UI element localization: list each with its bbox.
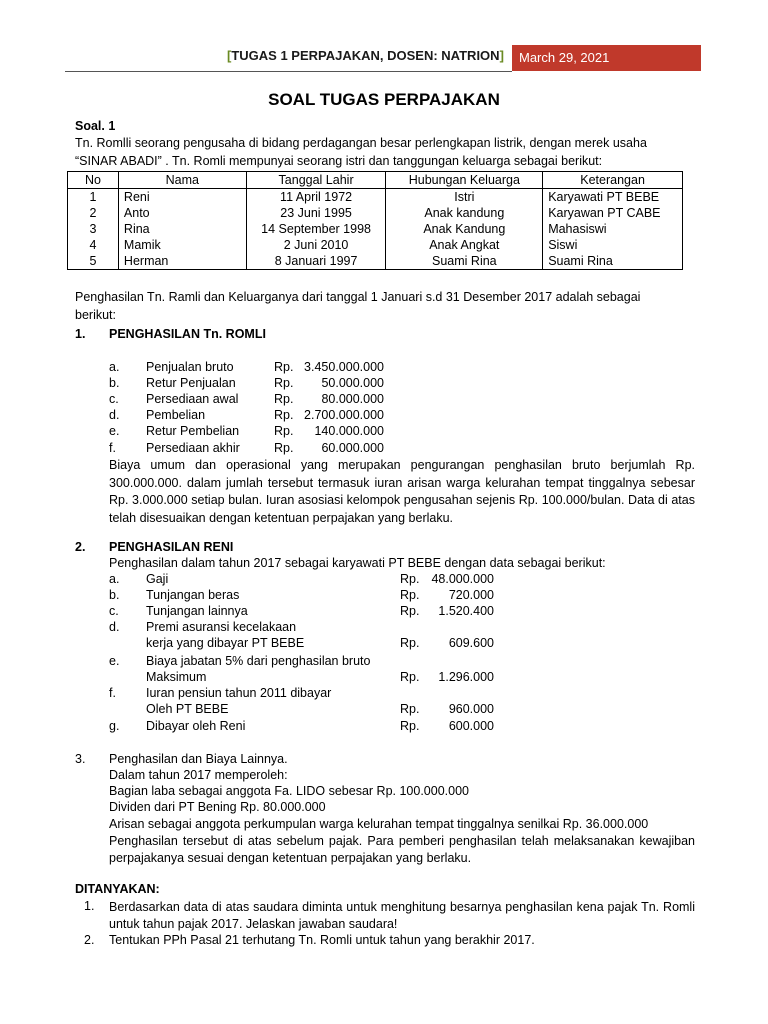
s2-amount: 600.000 — [448, 719, 494, 733]
cell-hubungan: Istri — [386, 189, 543, 206]
section3-line: Dalam tahun 2017 memperoleh: — [109, 768, 288, 782]
section1-paragraph: Biaya umum dan operasional yang merupakan pengurangan penghasilan bruto berjumlah Rp. 300.000.000. dalam jumlah tersebut termasuk iuran arisan warga kelurahan tempat tinggalnya sebesar Rp. 3.000.000 setiap bulan. Iuran asosiasi kelompok pengusahan sejenis Rp. 100.000/bulan. Data di atas telah disesuaikan dengan ketentuan perpajakan yang berlaku. — [109, 458, 695, 525]
s2-letter: d. — [109, 620, 120, 634]
s1-amount: 2.700.000.000 — [304, 408, 384, 422]
table-row — [68, 189, 683, 206]
s1-currency: Rp. — [274, 424, 294, 438]
table-row — [68, 205, 683, 221]
s2-currency: Rp. — [400, 588, 420, 602]
s2-label: Biaya jabatan 5% dari penghasilan bruto — [146, 654, 371, 668]
course-header — [227, 48, 504, 63]
s1-amount: 80.000.000 — [321, 392, 384, 406]
cell-nama: Anto — [118, 205, 246, 221]
section2-heading: PENGHASILAN RENI — [109, 540, 234, 554]
s1-letter: b. — [109, 376, 120, 390]
s2-label-cont: Oleh PT BEBE — [146, 702, 229, 716]
s2-letter: e. — [109, 654, 120, 668]
s2-currency: Rp. — [400, 702, 420, 716]
cell-tanggal: 23 Juni 1995 — [246, 205, 386, 221]
section3-heading: Penghasilan dan Biaya Lainnya. — [109, 752, 288, 766]
question-text: Tentukan PPh Pasal 21 terhutang Tn. Romli untuk tahun yang berakhir 2017. — [109, 933, 535, 947]
bracket-open: [ — [227, 48, 232, 63]
intro-line-1: Tn. Romlli seorang pengusaha di bidang perdagangan besar perlengkapan listrik, dengan merek usaha — [75, 136, 647, 150]
cell-no: 2 — [68, 205, 119, 221]
cell-no: 1 — [68, 189, 119, 206]
cell-keterangan: Suami Rina — [543, 253, 683, 270]
cell-nama: Reni — [118, 189, 246, 206]
s1-letter: d. — [109, 408, 120, 422]
cell-keterangan: Karyawan PT CABE — [543, 205, 683, 221]
cell-hubungan: Anak kandung — [386, 205, 543, 221]
cell-keterangan: Siswi — [543, 237, 683, 253]
s1-currency: Rp. — [274, 408, 294, 422]
cell-nama: Rina — [118, 221, 246, 237]
section2-number: 2. — [75, 540, 86, 554]
section3-paragraph: Penghasilan tersebut di atas sebelum pajak. Para pemberi penghasilan telah melaksanakan kewajiban perpajakanya sesuai dengan ketentuan perpajakan yang berlaku. — [109, 834, 695, 865]
s2-amount: 609.600 — [448, 636, 494, 650]
section3-line: Bagian laba sebagai anggota Fa. LIDO sebesar Rp. 100.000.000 — [109, 784, 469, 798]
cell-tanggal: 14 September 1998 — [246, 221, 386, 237]
col-header-nama: Nama — [118, 172, 246, 189]
question-number: 1. — [84, 899, 95, 913]
col-header-tanggal: Tanggal Lahir — [246, 172, 386, 189]
s2-amount: 48.000.000 — [431, 572, 494, 586]
cell-keterangan: Karyawati PT BEBE — [543, 189, 683, 206]
s2-label: Tunjangan lainnya — [146, 604, 248, 618]
s2-label-cont: Maksimum — [146, 670, 207, 684]
income-intro-line-1: Penghasilan Tn. Ramli dan Keluarganya dari tanggal 1 Januari s.d 31 Desember 2017 adalah sebagai — [75, 290, 641, 304]
s2-label: Gaji — [146, 572, 169, 586]
s1-letter: a. — [109, 360, 120, 374]
cell-nama: Herman — [118, 253, 246, 270]
course-label: TUGAS 1 PERPAJAKAN, DOSEN: NATRION — [231, 48, 500, 63]
s2-label: Dibayar oleh Reni — [146, 719, 246, 733]
s1-letter: c. — [109, 392, 119, 406]
questions-heading: DITANYAKAN: — [75, 882, 160, 896]
table-row — [68, 221, 683, 237]
s2-amount: 720.000 — [448, 588, 494, 602]
cell-keterangan: Mahasiswi — [543, 221, 683, 237]
s2-letter: g. — [109, 719, 120, 733]
s2-currency: Rp. — [400, 636, 420, 650]
cell-tanggal: 11 April 1972 — [246, 189, 386, 206]
page-title: SOAL TUGAS PERPAJAKAN — [268, 90, 500, 109]
cell-no: 3 — [68, 221, 119, 237]
question-number: 2. — [84, 933, 95, 947]
s2-amount: 1.520.400 — [438, 604, 494, 618]
s2-letter: f. — [109, 686, 116, 700]
s1-label: Persediaan akhir — [146, 441, 240, 455]
income-intro-line-2: berikut: — [75, 308, 116, 322]
s1-amount: 60.000.000 — [321, 441, 384, 455]
section3-line: Arisan sebagai anggota perkumpulan warga kelurahan tempat tinggalnya senilkai Rp. 36.000.000 — [109, 817, 649, 831]
s1-label: Persediaan awal — [146, 392, 239, 406]
section3-number: 3. — [75, 752, 86, 766]
cell-nama: Mamik — [118, 237, 246, 253]
cell-hubungan: Anak Angkat — [386, 237, 543, 253]
table-header-row — [68, 172, 683, 189]
s2-currency: Rp. — [400, 572, 420, 586]
s1-label: Retur Penjualan — [146, 376, 236, 390]
cell-no: 4 — [68, 237, 119, 253]
s2-label-cont: kerja yang dibayar PT BEBE — [146, 636, 305, 650]
s2-letter: a. — [109, 572, 120, 586]
s1-label: Pembelian — [146, 408, 206, 422]
intro-line-2: “SINAR ABADI” . Tn. Romli mempunyai seorang istri dan tanggungan keluarga sebagai berikut: — [75, 154, 603, 168]
soal-label: Soal. 1 — [75, 119, 116, 133]
s2-currency: Rp. — [400, 719, 420, 733]
s2-letter: c. — [109, 604, 119, 618]
s1-amount: 3.450.000.000 — [304, 360, 384, 374]
section1-number: 1. — [75, 327, 86, 341]
s2-label: Iuran pensiun tahun 2011 dibayar — [146, 686, 332, 700]
cell-tanggal: 2 Juni 2010 — [246, 237, 386, 253]
col-header-keterangan: Keterangan — [543, 172, 683, 189]
s2-currency: Rp. — [400, 670, 420, 684]
cell-no: 5 — [68, 253, 119, 270]
family-table — [67, 171, 683, 270]
s1-amount: 140.000.000 — [314, 424, 384, 438]
col-header-no: No — [68, 172, 119, 189]
s1-letter: e. — [109, 424, 120, 438]
table-row — [68, 253, 683, 270]
s1-label: Retur Pembelian — [146, 424, 240, 438]
s1-currency: Rp. — [274, 441, 294, 455]
section3-line: Dividen dari PT Bening Rp. 80.000.000 — [109, 800, 326, 814]
s1-currency: Rp. — [274, 376, 294, 390]
s2-currency: Rp. — [400, 604, 420, 618]
s1-letter: f. — [109, 441, 116, 455]
s2-letter: b. — [109, 588, 120, 602]
s2-amount: 960.000 — [448, 702, 494, 716]
s2-label: Tunjangan beras — [146, 588, 240, 602]
question-text: Berdasarkan data di atas saudara diminta untuk menghitung besarnya penghasilan kena pajak Tn. Romli untuk tahun pajak 2017. Jelaskan jawaban saudara! — [109, 900, 695, 931]
cell-tanggal: 8 Januari 1997 — [246, 253, 386, 270]
s1-currency: Rp. — [274, 392, 294, 406]
s1-amount: 50.000.000 — [321, 376, 384, 390]
s1-currency: Rp. — [274, 360, 294, 374]
s1-label: Penjualan bruto — [146, 360, 234, 374]
section1-heading: PENGHASILAN Tn. ROMLI — [109, 327, 266, 341]
col-header-hubungan: Hubungan Keluarga — [386, 172, 543, 189]
cell-hubungan: Anak Kandung — [386, 221, 543, 237]
s2-label: Premi asuransi kecelakaan — [146, 620, 297, 634]
s2-amount: 1.296.000 — [438, 670, 494, 684]
header-rule — [65, 71, 512, 72]
table-row — [68, 237, 683, 253]
cell-hubungan: Suami Rina — [386, 253, 543, 270]
date-badge: March 29, 2021 — [512, 45, 701, 71]
section2-intro: Penghasilan dalam tahun 2017 sebagai karyawati PT BEBE dengan data sebagai berikut: — [109, 556, 606, 570]
bracket-close: ] — [499, 48, 504, 63]
